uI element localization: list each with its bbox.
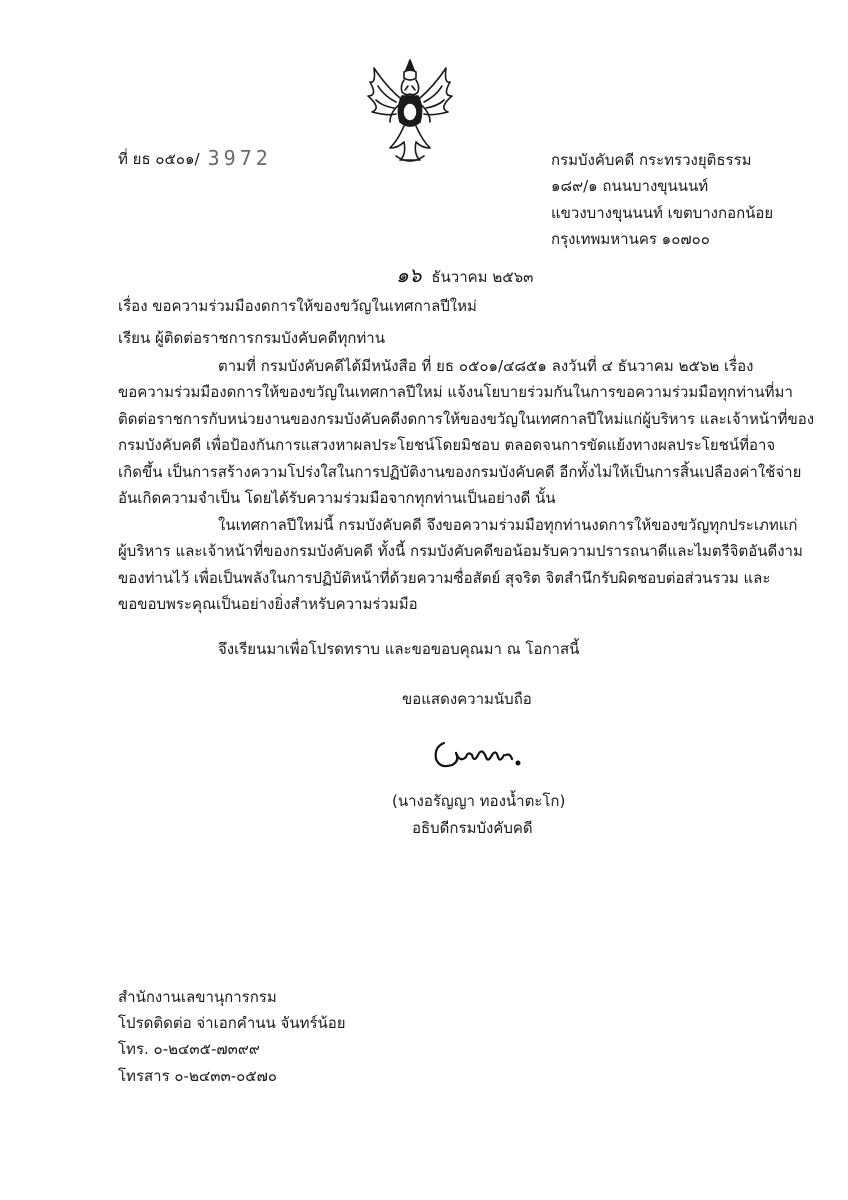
paragraph-line: ขอความร่วมมืองดการให้ของขวัญในเทศกาลปีใหม่ แจ้งนโยบายร่วมกันในการขอความร่วมมือทุกท่านที่มา (118, 383, 793, 402)
footer-fax: โทรสาร ๐-๒๔๓๓-๐๕๗๐ (118, 1067, 278, 1085)
body-paragraph-2 (118, 512, 803, 618)
body-paragraph-1 (118, 353, 815, 511)
paragraph-line: ผู้บริหาร และเจ้าหน้าที่ของกรมบังคับคดี ทั้งนี้ กรมบังคับคดีขอน้อมรับความปรารถนาดีและไมตรีจิตอันดีงาม (118, 542, 803, 561)
footer-contact: โปรดติดต่อ จ่าเอกคำนน จันทร์น้อย (118, 1014, 346, 1032)
paragraph-line: ของท่านไว้ เพื่อเป็นพลังในการปฏิบัติหน้าที่ด้วยความซื่อสัตย์ สุจริต จิตสำนึกรับผิดชอบต่อส่วนรวม และ (118, 568, 771, 587)
reference-number-stamp: 3972 (207, 146, 272, 170)
date-month-year: ธันวาคม ๒๕๖๓ (431, 268, 534, 286)
paragraph-line: อันเกิดความจำเป็น โดยได้รับความร่วมมือจากทุกท่านเป็นอย่างดี นั้น (118, 489, 556, 508)
letter-subject: เรื่อง ขอความร่วมมืองดการให้ของขวัญในเทศกาลปีใหม่ (118, 297, 477, 315)
paragraph-line: กรมบังคับคดี เพื่อป้องกันการแสวงหาผลประโยชน์โดยมิชอบ ตลอดจนการขัดแย้งทางผลประโยชน์ที่อาจ (118, 436, 776, 455)
paragraph-line: เกิดขึ้น เป็นการสร้างความโปร่งใสในการปฏิบัติงานของกรมบังคับคดี อีกทั้งไม่ให้เป็นการสิ้นเปลืองค่าใช้จ่าย (118, 462, 802, 481)
closing-line: จึงเรียนมาเพื่อโปรดทราบ และขอขอบคุณมา ณ โอกาสนี้ (218, 640, 580, 658)
footer-office: สำนักงานเลขานุการกรม (118, 988, 277, 1006)
sender-address-line-1: กรมบังคับคดี กระทรวงยุติธรรม (551, 151, 752, 169)
date-day-handwritten: ๑๖ (396, 263, 422, 287)
signer-title: อธิบดีกรมบังคับคดี (412, 819, 533, 837)
handwritten-signature-icon (430, 733, 530, 773)
sender-address-line-2: ๑๘๙/๑ ถนนบางขุนนนท์ (551, 177, 709, 195)
letter-date (396, 259, 533, 291)
signer-name: (นางอรัญญา ทองน้ำตะโก) (392, 792, 566, 810)
sender-address-line-3: แขวงบางขุนนนท์ เขตบางกอกน้อย (551, 204, 774, 222)
reference-prefix: ที่ ยธ ๐๕๐๑/ (118, 150, 200, 168)
letter-salutation: เรียน ผู้ติดต่อราชการกรมบังคับคดีทุกท่าน (118, 329, 385, 347)
sender-address-line-4: กรุงเทพมหานคร ๑๐๗๐๐ (551, 230, 710, 248)
paragraph-line: ขอขอบพระคุณเป็นอย่างยิ่งสำหรับความร่วมมือ (118, 595, 418, 614)
reference-line (118, 146, 272, 171)
paragraph-line: ติดต่อราชการกับหน่วยงานของกรมบังคับคดีงดการให้ของขวัญในเทศกาลปีใหม่แก่ผู้บริหาร และเจ้าหน้าที่ของ (118, 409, 815, 428)
paragraph-line: ในเทศกาลปีใหม่นี้ กรมบังคับคดี จึงขอความร่วมมือทุกท่านงดการให้ของขวัญทุกประเภทแก่ (218, 516, 798, 534)
regards-line: ขอแสดงความนับถือ (402, 690, 532, 708)
paragraph-line: ตามที่ กรมบังคับคดีได้มีหนังสือ ที่ ยธ ๐๕๐๑/๔๘๕๑ ลงวันที่ ๔ ธันวาคม ๒๕๖๒ เรื่อง (218, 357, 754, 375)
garuda-emblem-icon (360, 56, 460, 166)
footer-phone: โทร. ๐-๒๔๓๕-๗๓๙๙ (118, 1040, 260, 1058)
